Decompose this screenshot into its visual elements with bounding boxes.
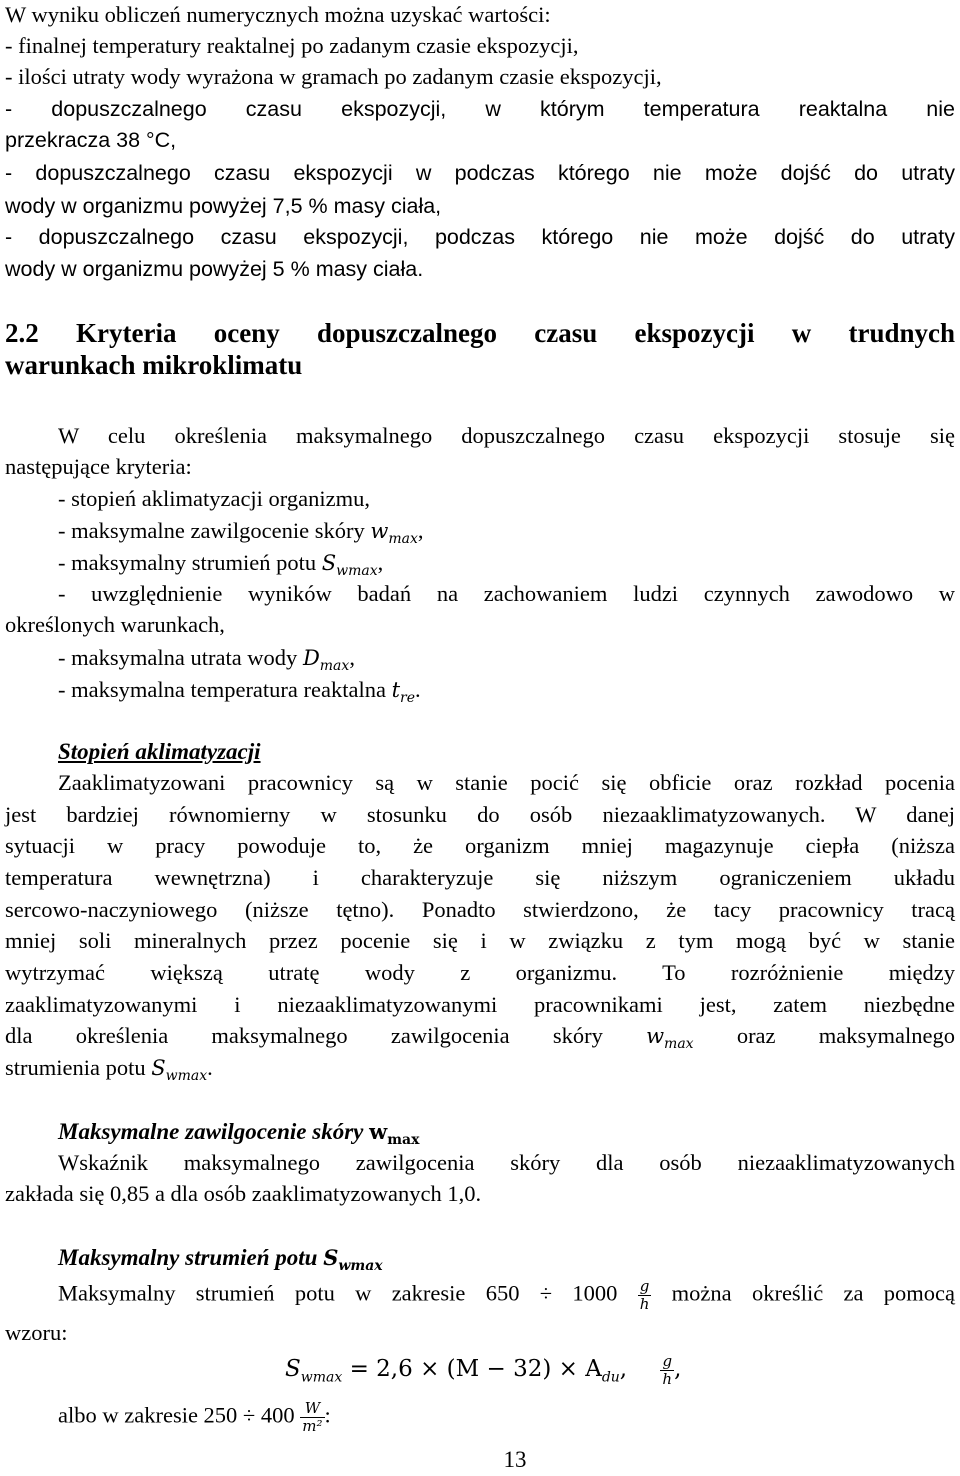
math-symbol: $S_{wmax}$ [151, 1056, 208, 1084]
criteria-item: - maksymalna utrata wody $D_{max}$, [58, 645, 355, 674]
unit-fraction: $\frac{W}{\text{m²}}$ [302, 1399, 323, 1435]
criteria-item: - maksymalny strumień potu $S_{wmax}$, [58, 550, 384, 579]
intro-line: - dopuszczalnego czasu ekspozycji, podczas którego nie może dojść do utraty [5, 225, 955, 249]
math-symbol: $t_{re}$ [391, 678, 416, 706]
intro-line: W wyniku obliczeń numerycznych można uzyskać wartości: [5, 2, 551, 27]
unit-fraction: $\frac{g}{h}$ [662, 1351, 673, 1388]
intro-line: - finalnej temperatury reaktalnej po zadanym czasie ekspozycji, [5, 33, 579, 58]
sweat-rate-formula: $S_{wmax} = 2,6 \times (M - 32) \times A_{du}$, $\frac{g}{h}$ , [285, 1351, 682, 1388]
criteria-item: określonych warunkach, [5, 612, 225, 637]
intro-line: wody w organizmu powyżej 5 % masy ciała. [5, 257, 424, 281]
intro-line: - dopuszczalnego czasu ekspozycji, w którym temperatura reaktalna nie [5, 97, 955, 121]
paragraph-line: Zaaklimatyzowani pracownicy są w stanie pocić się obficie oraz rozkład pocenia [58, 770, 955, 795]
math-symbol: $D_{max}$ [302, 646, 350, 674]
paragraph-line: Wskaźnik maksymalnego zawilgocenia skóry dla osób niezaaklimatyzowanych [58, 1150, 955, 1175]
paragraph-line: sytuacji w pracy powoduje to, że organizm mniej magazynuje ciepła (niższa [5, 833, 955, 858]
paragraph-line: jest bardziej równomierny w stosunku do osób niezaaklimatyzowanych. W danej [5, 802, 955, 827]
criteria-item: - maksymalne zawilgocenie skóry $w_{max}$, [58, 518, 424, 547]
paragraph-line: wzoru: [5, 1320, 68, 1345]
page-number: 13 [503, 1447, 527, 1472]
criteria-paragraph: W celu określenia maksymalnego dopuszczalnego czasu ekspozycji stosuje się [58, 423, 955, 448]
paragraph-line: zaaklimatyzowanymi i niezaaklimatyzowanymi pracownikami jest, zatem niezbędne [5, 992, 955, 1017]
math-symbol: $S_{wmax}$ [321, 551, 378, 579]
math-symbol: $w_{max}$ [369, 1119, 420, 1148]
paragraph-line: zakłada się 0,85 a dla osób zaaklimatyzowanych 1,0. [5, 1181, 482, 1206]
paragraph-line: temperatura wewnętrzna) i charakteryzuje się niższym ograniczeniem układu [5, 865, 955, 890]
subsection-heading: Maksymalny strumień potu $S_{wmax}$ [58, 1245, 383, 1274]
math-symbol: $S_{wmax}$ [323, 1245, 383, 1274]
subsection-heading: Stopień aklimatyzacji [58, 739, 261, 764]
paragraph-line: Maksymalny strumień potu w zakresie 650 ÷ 1000 $\frac{g}{h}$ można określić za pomocą [58, 1277, 955, 1313]
subsection-heading: Maksymalne zawilgocenie skóry $w_{max}$ [58, 1119, 420, 1148]
paragraph-line: wytrzymać większą utratę wody z organizmu. To rozróżnienie między [5, 960, 955, 985]
intro-line: wody w organizmu powyżej 7,5 % masy ciała, [5, 194, 442, 218]
paragraph-line: mniej soli mineralnych przez pocenie się i w związku z tym mogą być w stanie [5, 928, 955, 953]
intro-line: - dopuszczalnego czasu ekspozycji w podczas którego nie może dojść do utraty [5, 161, 955, 185]
math-symbol: $w_{max}$ [646, 1024, 694, 1052]
criteria-paragraph: następujące kryteria: [5, 454, 192, 479]
intro-line: - ilości utraty wody wyrażona w gramach po zadanym czasie ekspozycji, [5, 64, 662, 89]
section-heading: warunkach mikroklimatu [5, 350, 303, 380]
intro-line: przekracza 38 °C, [5, 128, 177, 152]
criteria-item: - stopień aklimatyzacji organizmu, [58, 486, 370, 511]
paragraph-line: dla określenia maksymalnego zawilgocenia skóry $w_{max}$ oraz maksymalnego [5, 1023, 955, 1052]
math-symbol: $w_{max}$ [370, 519, 418, 547]
paragraph-line: sercowo-naczyniowego (niższe tętno). Ponadto stwierdzono, że tacy pracownicy tracą [5, 897, 955, 922]
criteria-item: - uwzględnienie wyników badań na zachowaniem ludzi czynnych zawodowo w [58, 581, 955, 606]
paragraph-line: albo w zakresie 250 ÷ 400 $\frac{W}{\text{m²}}$ : [58, 1399, 331, 1435]
unit-fraction: $\frac{g}{h}$ [639, 1277, 650, 1313]
paragraph-line: strumienia potu $S_{wmax}$. [5, 1055, 213, 1084]
criteria-item: - maksymalna temperatura reaktalna $t_{re}$. [58, 677, 421, 706]
section-heading: 2.2 Kryteria oceny dopuszczalnego czasu ekspozycji w trudnych [5, 318, 955, 348]
